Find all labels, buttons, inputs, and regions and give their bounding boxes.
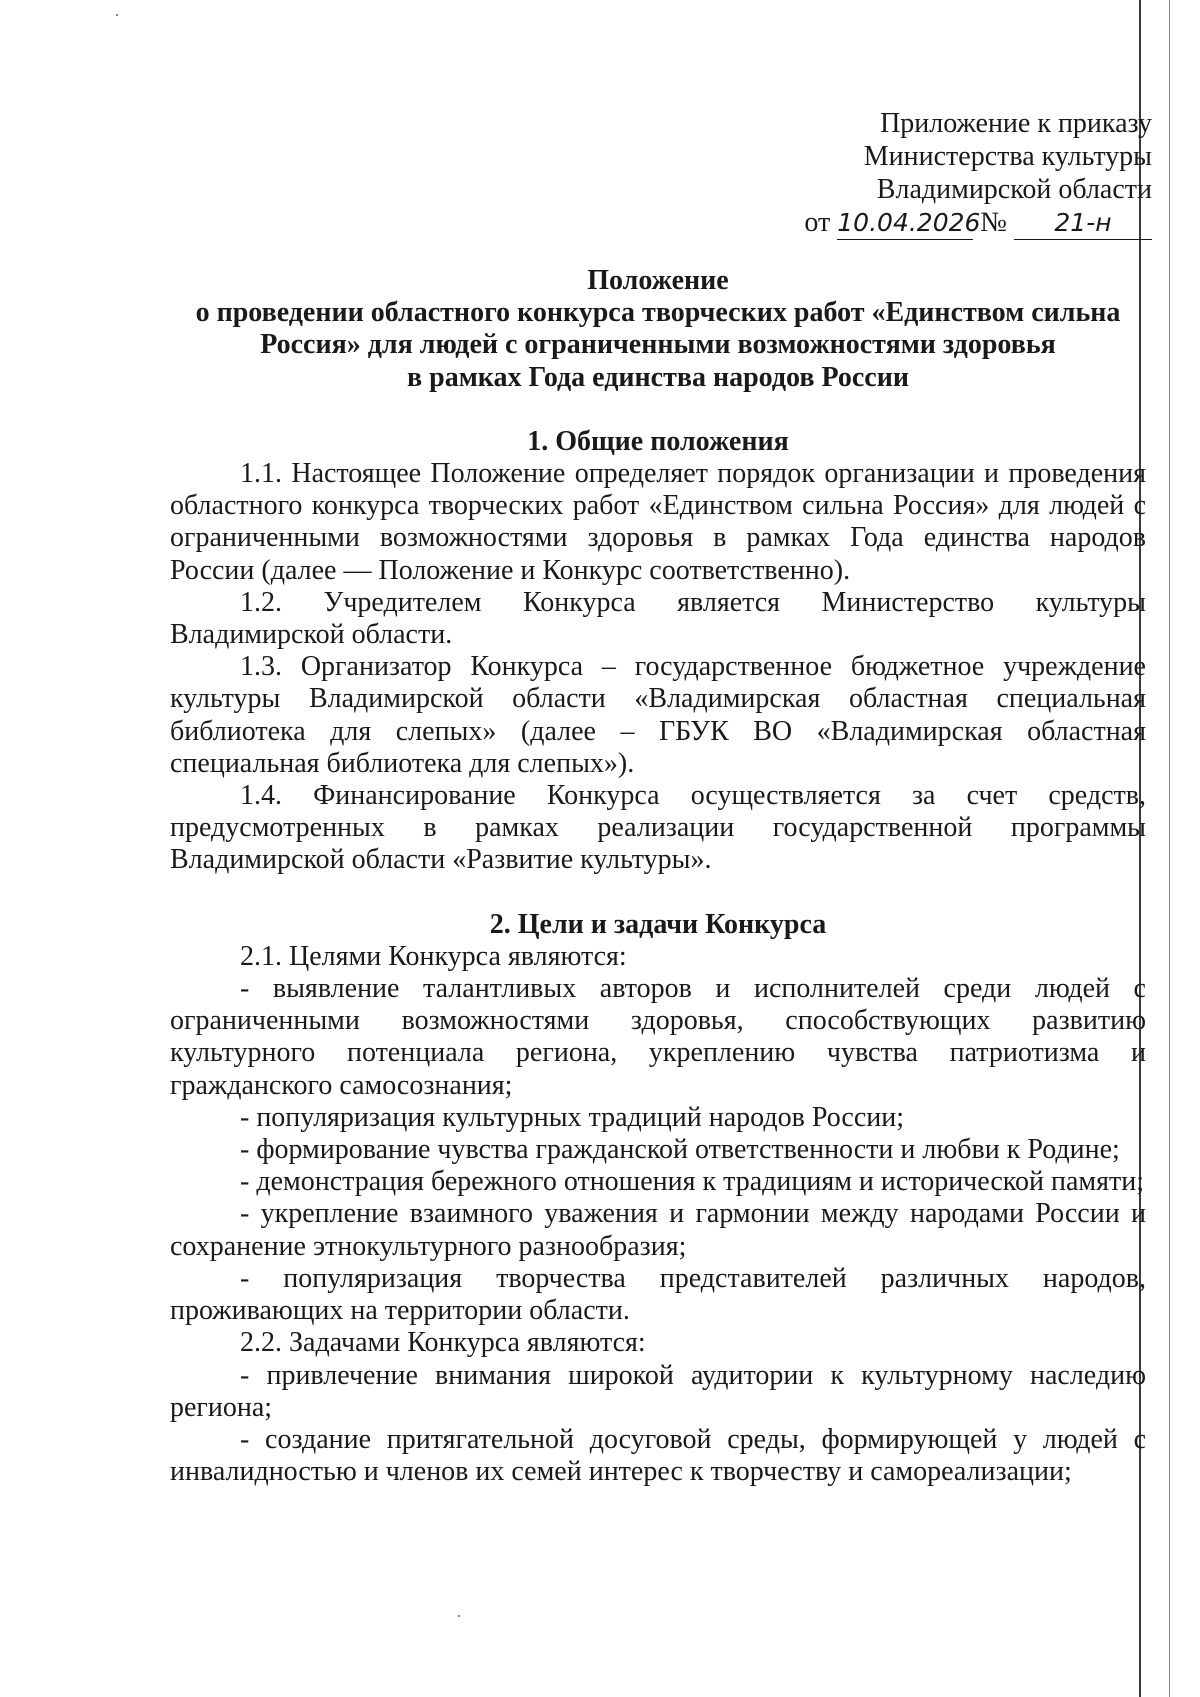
goal-item: - популяризация творчества представителей различных народов, проживающих на территории области. (170, 1262, 1146, 1327)
goal-item: - выявление талантливых авторов и исполнителей среди людей с ограниченными возможностями здоровья, способствующих развитию культурного потенциала региона, укреплению чувства патриотизма и гражданского самосознания; (170, 973, 1146, 1101)
goal-item: - укрепление взаимного уважения и гармонии между народами России и сохранение этнокультурного разнообразия; (170, 1198, 1146, 1262)
paragraph-2-2: 2.2. Задачами Конкурса являются: (240, 1327, 646, 1359)
appendix-line: Владимирской области (876, 174, 1152, 205)
order-date-field (837, 206, 981, 240)
paragraph-2-1: 2.1. Целями Конкурса являются: (240, 940, 627, 972)
section-1-heading: 1. Общие положения (527, 425, 789, 457)
goal-item: - демонстрация бережного отношения к традициям и исторической памяти; (240, 1166, 1144, 1198)
goal-item: - популяризация культурных традиций народов России; (240, 1101, 904, 1133)
title-line: Россия» для людей с ограниченными возможностями здоровья (260, 329, 1056, 361)
paragraph-1-2: 1.2. Учредителем Конкурса является Министерство культуры Владимирской области. (170, 586, 1146, 651)
order-date: 10.04.2026 (837, 208, 981, 237)
goal-item: - формирование чувства гражданской ответственности и любви к Родине; (240, 1134, 1120, 1166)
appendix-line: Министерства культуры (863, 141, 1152, 172)
scan-edge-line (1169, 0, 1170, 1697)
appendix-line: Приложение к приказу (880, 108, 1152, 139)
title-line: в рамках Года единства народов России (407, 361, 909, 393)
scan-speck (116, 14, 118, 16)
order-number-field (1014, 206, 1152, 240)
paragraph-1-1: 1.1. Настоящее Положение определяет порядок организации и проведения областного конкурса творческих работ «Единством сильна Россия» для людей с ограниченными возможностями здоровья в рамках Года единства народов России (далее — Положение и Конкурс соответственно). (170, 458, 1146, 586)
number-sign: № (980, 207, 1007, 238)
scan-speck (458, 1615, 460, 1617)
order-date-number (804, 206, 1152, 240)
document-title (170, 265, 1146, 394)
paragraph-1-3: 1.3. Организатор Конкурса – государственное бюджетное учреждение культуры Владимирской области «Владимирская областная специальная библиотека для слепых» (далее – ГБУК ВО «Владимирская областная специальная библиотека для слепых»). (170, 651, 1146, 779)
document-body (170, 265, 1146, 1488)
task-item: - привлечение внимания широкой аудитории к культурному наследию региона; (170, 1359, 1146, 1423)
date-prefix: от (804, 207, 831, 238)
title-line: о проведении областного конкурса творческих работ «Единством сильна (195, 297, 1121, 329)
title-line: Положение (587, 265, 729, 296)
order-number: 21-н (1054, 208, 1112, 237)
appendix-block (804, 107, 1152, 240)
task-item: - создание притягательной досуговой среды, формирующей у людей с инвалидностью и членов их семей интерес к творчеству и самореализации; (170, 1423, 1146, 1488)
section-2-heading: 2. Цели и задачи Конкурса (489, 908, 827, 940)
paragraph-1-4: 1.4. Финансирование Конкурса осуществляется за счет средств, предусмотренных в рамках реализации государственной программы Владимирской области «Развитие культуры». (170, 780, 1146, 876)
